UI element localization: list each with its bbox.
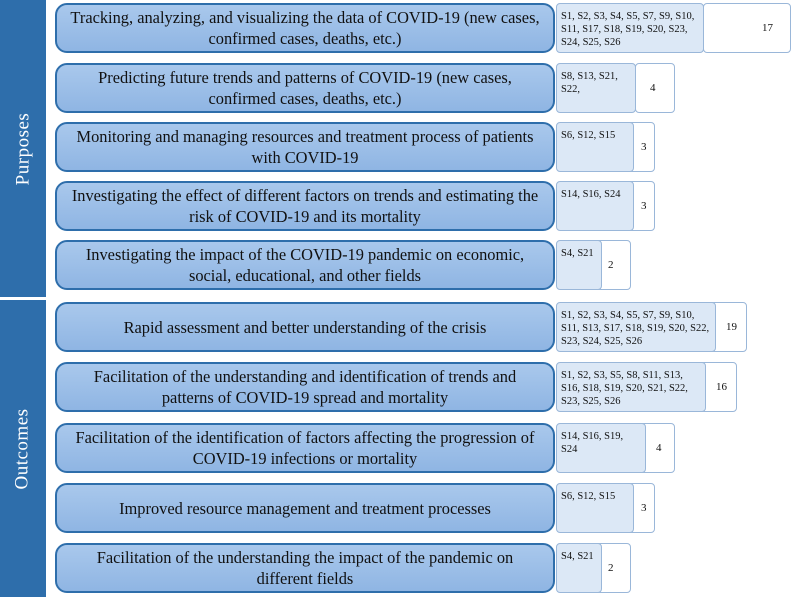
purpose-3-refs: S6, S12, S15 — [556, 122, 634, 172]
purposes-side-bar — [0, 0, 46, 297]
outcome-4-count: 3 — [641, 502, 647, 514]
purpose-row-1 — [55, 3, 773, 53]
outcome-4-refs: S6, S12, S15 — [556, 483, 634, 533]
purpose-2-text: Predicting future trends and patterns of COVID-19 (new cases, confirmed cases, deaths, etc.) — [55, 63, 555, 113]
purpose-3-count: 3 — [641, 141, 647, 153]
purpose-1-count-box — [703, 3, 791, 53]
purpose-4-count: 3 — [641, 200, 647, 212]
outcomes-label: Outcomes — [12, 407, 34, 490]
purpose-2-count-box — [635, 63, 675, 113]
outcome-row-5 — [55, 543, 755, 593]
purpose-4-refs: S14, S16, S24 — [556, 181, 634, 231]
outcome-1-refs: S1, S2, S3, S4, S5, S7, S9, S10, S11, S13, S17, S18, S19, S20, S22, S23, S24, S25, S26 — [556, 302, 716, 352]
purpose-3-text: Monitoring and managing resources and treatment process of patients with COVID-19 — [55, 122, 555, 172]
purpose-row-2 — [55, 63, 755, 113]
purpose-2-count: 4 — [650, 82, 656, 94]
outcome-row-1 — [55, 302, 755, 352]
purpose-1-text: Tracking, analyzing, and visualizing the data of COVID-19 (new cases, confirmed cases, deaths, etc.) — [55, 3, 555, 53]
outcome-1-text: Rapid assessment and better understanding of the crisis — [55, 302, 555, 352]
outcome-4-text: Improved resource management and treatment processes — [55, 483, 555, 533]
purpose-row-3 — [55, 122, 755, 172]
purposes-label: Purposes — [12, 112, 33, 185]
outcomes-section — [0, 300, 750, 597]
outcome-2-refs: S1, S2, S3, S5, S8, S11, S13, S16, S18, S19, S20, S21, S22, S23, S25, S26 — [556, 362, 706, 412]
purpose-5-refs: S4, S21 — [556, 240, 602, 290]
outcomes-side-bar — [0, 300, 46, 597]
purpose-1-refs: S1, S2, S3, S4, S5, S7, S9, S10, S11, S17, S18, S19, S20, S23, S24, S25, S26 — [556, 3, 704, 53]
outcome-row-4 — [55, 483, 755, 533]
purpose-5-text: Investigating the impact of the COVID-19 pandemic on economic, social, educational, and other fields — [55, 240, 555, 290]
purpose-4-text: Investigating the effect of different factors on trends and estimating the risk of COVID-19 and its mortality — [55, 181, 555, 231]
outcome-5-text: Facilitation of the understanding the impact of the pandemic on different fields — [55, 543, 555, 593]
outcome-5-refs: S4, S21 — [556, 543, 602, 593]
purpose-2-refs: S8, S13, S21, S22, — [556, 63, 636, 113]
outcome-2-text: Facilitation of the understanding and identification of trends and patterns of COVID-19 spread and mortality — [55, 362, 555, 412]
outcome-row-3 — [55, 423, 755, 473]
purpose-1-count: 17 — [762, 22, 773, 34]
outcome-3-count: 4 — [656, 442, 662, 454]
outcome-5-count: 2 — [608, 562, 614, 574]
purpose-row-5 — [55, 240, 755, 290]
outcome-2-count: 16 — [716, 381, 727, 393]
outcome-3-text: Facilitation of the identification of factors affecting the progression of COVID-19 infections or mortality — [55, 423, 555, 473]
outcome-1-count: 19 — [726, 321, 737, 333]
outcome-row-2 — [55, 362, 755, 412]
outcome-3-refs: S14, S16, S19, S24 — [556, 423, 646, 473]
purpose-5-count: 2 — [608, 259, 614, 271]
purpose-row-4 — [55, 181, 755, 231]
purposes-section — [0, 0, 773, 297]
